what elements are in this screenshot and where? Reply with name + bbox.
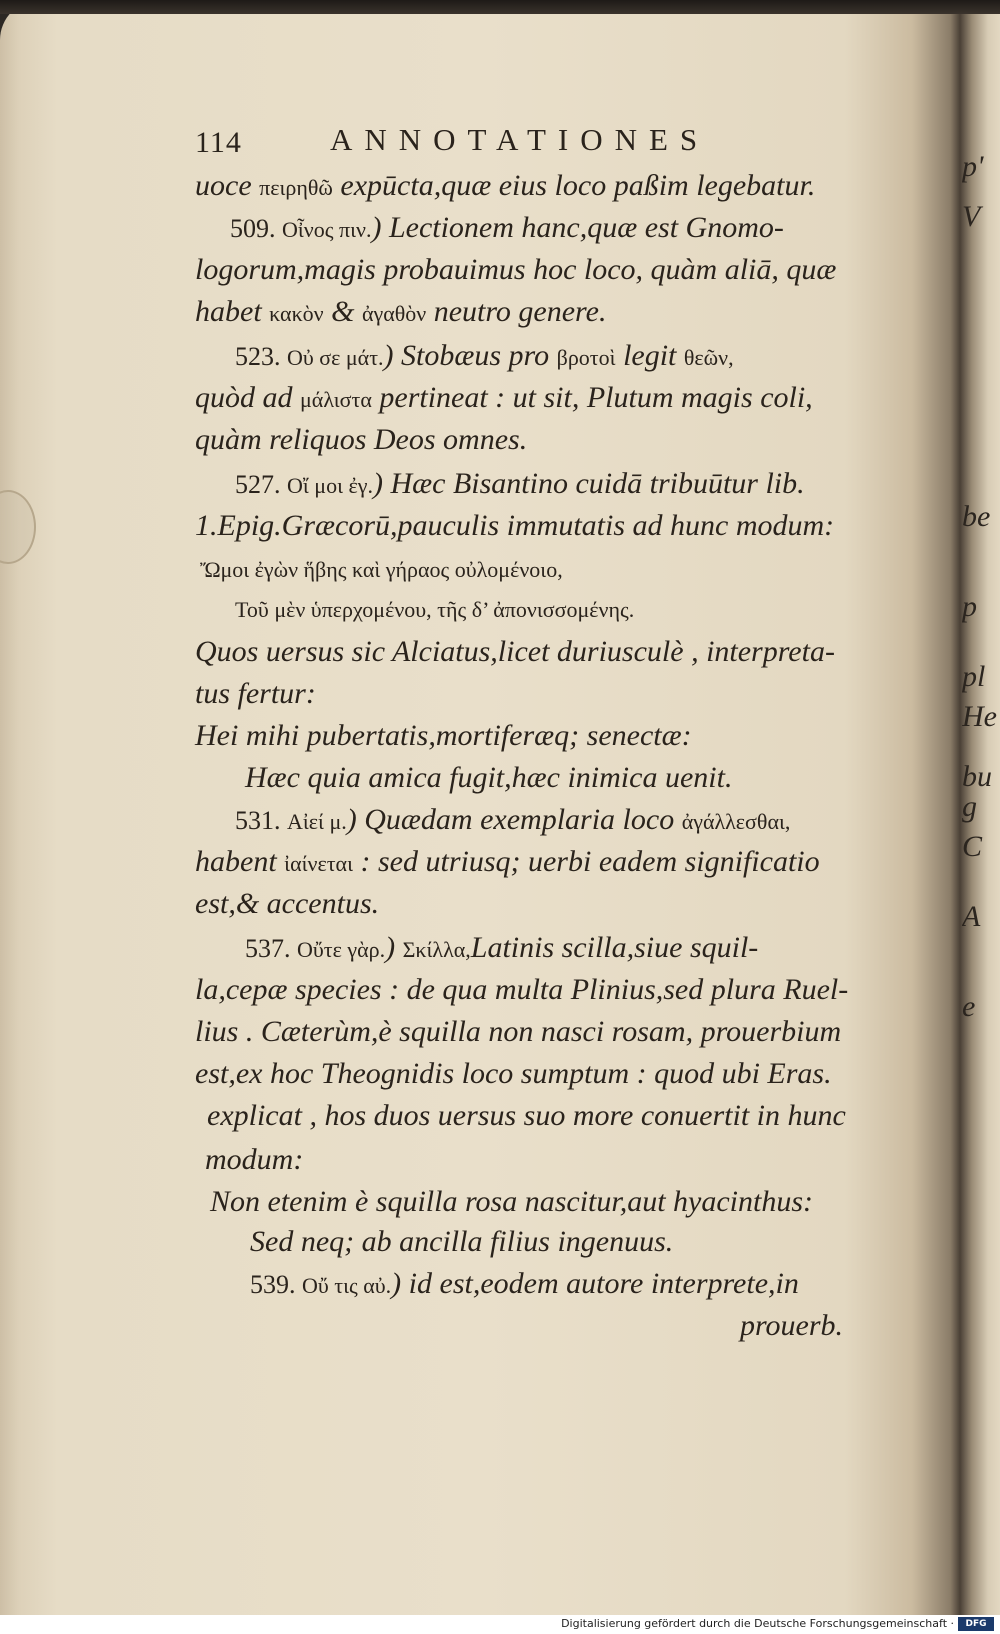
- line-segment: ) Stobæus pro: [383, 339, 557, 372]
- greek-word: ἀγάλλεσθαι,: [681, 809, 791, 834]
- verse-number: 539.: [250, 1270, 302, 1299]
- text-line: [195, 970, 848, 1010]
- text-line: [195, 250, 836, 290]
- text-line: [200, 548, 563, 590]
- greek-word: Οὔτε γὰρ.: [297, 937, 386, 962]
- greek-word: πειρηθῶ: [259, 175, 333, 200]
- line-segment: ) Hæc Bisantino cuidā tribuūtur lib.: [372, 467, 805, 500]
- line-segment: Latinis scilla,siue squil-: [470, 931, 759, 964]
- right-page-fragment: bu: [962, 760, 992, 793]
- right-page-fragment: e: [962, 990, 976, 1023]
- text-line: [207, 1096, 846, 1136]
- greek-word: ἀγαθὸν: [361, 301, 427, 326]
- text-line: [250, 1222, 673, 1262]
- text-line: [195, 842, 820, 884]
- greek-word: κακὸν: [269, 301, 324, 326]
- text-line: [195, 1054, 832, 1094]
- text-line: [195, 292, 606, 334]
- line-segment: tus fertur:: [195, 677, 316, 710]
- right-page-fragment: He: [962, 700, 997, 733]
- right-page-fragment: A: [962, 900, 981, 933]
- text-line: [245, 758, 732, 798]
- line-segment: la,cepæ species : de qua multa Plinius,sed plura Ruel-: [195, 973, 849, 1006]
- line-segment: &: [323, 295, 362, 328]
- verse-number: 531.: [235, 806, 287, 835]
- line-segment: quòd ad: [195, 381, 300, 414]
- running-head: [195, 118, 875, 158]
- line-segment: logorum,magis probauimus hoc loco, quàm aliā, quæ: [195, 253, 837, 286]
- line-segment: Hei mihi pubertatis,mortiferæq; senectæ:: [195, 719, 692, 752]
- greek-word: μάλιστα: [300, 387, 372, 412]
- right-page-fragment: pl: [962, 660, 986, 693]
- book-binding-top: [0, 0, 1000, 14]
- greek-word: ἰαίνεται: [284, 851, 353, 876]
- text-line: [740, 1306, 843, 1346]
- line-segment: ) Lectionem hanc,quæ est Gnomo-: [371, 211, 784, 244]
- right-page-fragment: V: [962, 200, 981, 233]
- line-segment: Hæc quia amica fugit,hæc inimica uenit.: [245, 761, 733, 794]
- right-page-fragment: C: [962, 830, 983, 863]
- verse-number: 523.: [235, 342, 287, 371]
- text-line: [210, 1182, 813, 1222]
- line-segment: 1.Epig.Græcorū,pauculis immutatis ad hunc modum:: [195, 509, 835, 542]
- text-line: [195, 884, 379, 924]
- line-segment: Sed neq; ab ancilla filius ingenuus.: [250, 1225, 674, 1258]
- footer-credit: Digitalisierung gefördert durch die Deutsche Forschungsgemeinschaft ·: [561, 1617, 954, 1630]
- text-line: [250, 1264, 799, 1306]
- greek-word: Ὤμοι ἐγὼν ἥβης καὶ γήραος οὐλομένοιο,: [200, 557, 563, 582]
- text-line: [195, 716, 692, 756]
- line-segment: habent: [195, 845, 285, 878]
- greek-word: Αἰεί μ.: [287, 809, 347, 834]
- line-segment: Non etenim è squilla rosa nascitur,aut hyacinthus:: [210, 1185, 814, 1218]
- line-segment: legit: [615, 339, 684, 372]
- line-segment: neutro genere.: [426, 295, 607, 328]
- greek-word: Οὐ σε μάτ.: [287, 345, 384, 370]
- line-segment: pertineat : ut sit, Plutum magis coli,: [371, 381, 813, 414]
- text-line: [195, 1012, 841, 1052]
- line-segment: ) Quædam exemplaria loco: [346, 803, 682, 836]
- line-segment: lius . Cæterùm,è squilla non nasci rosam, prouerbium: [195, 1015, 842, 1048]
- line-segment: est,ex hoc Theognidis loco sumptum : quod ubi Eras.: [195, 1057, 832, 1090]
- verse-number: 509.: [230, 214, 282, 243]
- running-title: ANNOTATIONES: [330, 122, 710, 157]
- greek-word: Σκίλλα,: [402, 937, 471, 962]
- greek-word: θεῶν,: [683, 345, 734, 370]
- text-line: [195, 420, 527, 460]
- text-line: [235, 336, 734, 378]
- right-page-fragment: p': [962, 150, 984, 183]
- text-line: [235, 588, 634, 630]
- greek-word: Οὔ τις αὐ.: [302, 1273, 392, 1298]
- text-line: [205, 1140, 303, 1180]
- line-segment: explicat , hos duos uersus suo more conuertit in hunc: [207, 1099, 846, 1132]
- line-segment: ): [385, 931, 403, 964]
- text-line: [195, 506, 834, 546]
- text-line: [235, 464, 805, 506]
- text-line: [235, 800, 790, 842]
- text-line: [195, 378, 813, 420]
- greek-word: Οἴ μοι ἐγ.: [287, 473, 373, 498]
- line-segment: prouerb.: [740, 1309, 844, 1342]
- right-page-fragment: g: [962, 790, 977, 823]
- verse-number: 527.: [235, 470, 287, 499]
- text-line: [245, 928, 758, 970]
- right-page-fragment: p: [962, 590, 977, 623]
- line-segment: quàm reliquos Deos omnes.: [195, 423, 528, 456]
- line-segment: ) id est,eodem autore interprete,in: [391, 1267, 799, 1300]
- line-segment: : sed utriusq; uerbi eadem significatio: [353, 845, 820, 878]
- line-segment: est,& accentus.: [195, 887, 380, 920]
- line-segment: habet: [195, 295, 270, 328]
- text-line: [195, 632, 835, 672]
- dfg-logo: DFG: [958, 1617, 994, 1631]
- greek-word: βροτοὶ: [556, 345, 616, 370]
- right-page-fragment: be: [962, 500, 991, 533]
- page-number: 114: [195, 126, 242, 159]
- line-segment: Quos uersus sic Alciatus,licet duriusculè , interpreta-: [195, 635, 835, 668]
- line-segment: uoce: [195, 169, 260, 202]
- text-line: [195, 166, 815, 208]
- line-segment: expūcta,quæ eius loco paßim legebatur.: [332, 169, 816, 202]
- greek-word: Οἶνος πιν.: [282, 217, 372, 242]
- line-segment: modum:: [205, 1143, 304, 1176]
- text-line: [195, 674, 316, 714]
- text-line: [230, 208, 784, 250]
- verse-number: 537.: [245, 934, 297, 963]
- footer-bar: [0, 1615, 1000, 1634]
- greek-word: Τοῦ μὲν ὑπερχομένου, τῆς δ’ ἀπονισσομένης.: [235, 597, 635, 622]
